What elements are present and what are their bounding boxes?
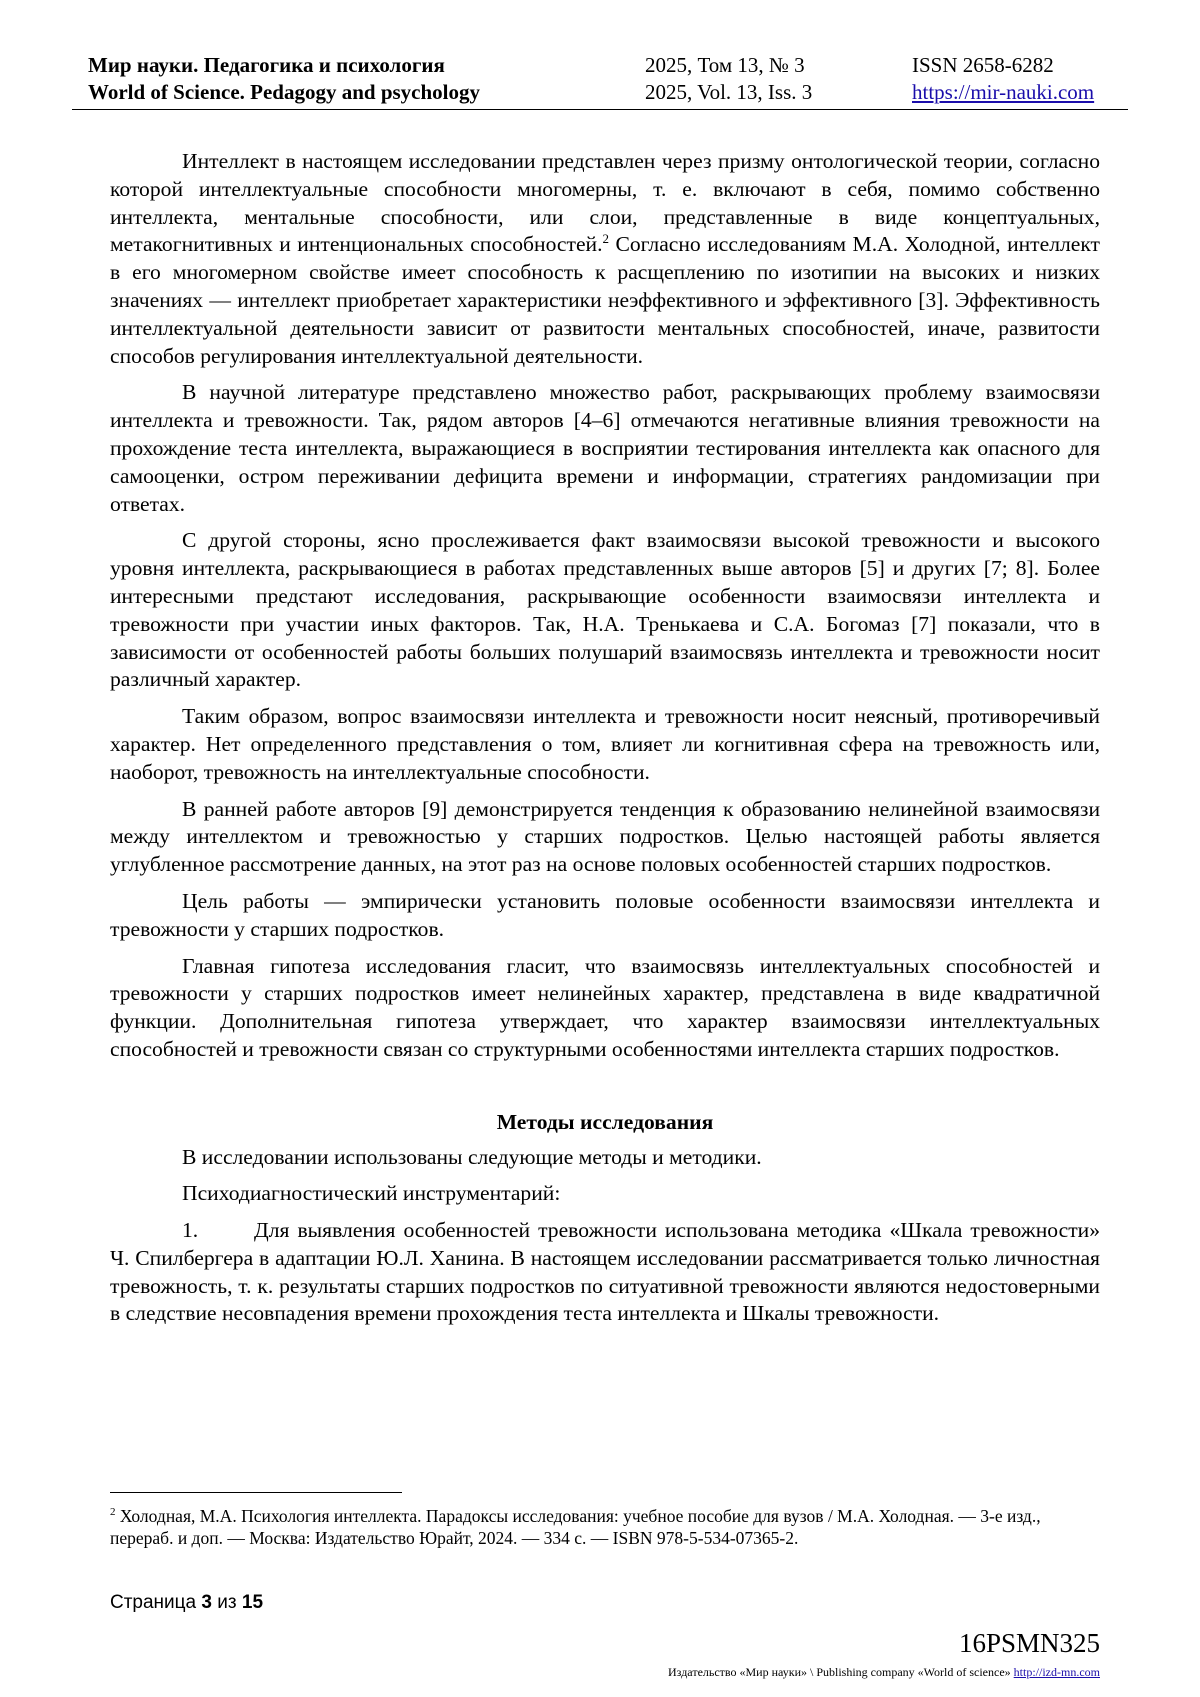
- header-divider: [72, 109, 1128, 110]
- paragraph-2: В научной литературе представлено множество работ, раскрывающих проблему взаимосвязи интеллекта и тревожности. Так, рядом авторов [4–6] отмечаются негативные влияния тревожности на прохождение теста интеллекта, выражающиеся в восприятии тестирования интеллекта как опасного для самооценки, остром переживании дефицита времени и информации, стратегиях рандомизации при ответах.: [110, 380, 1100, 516]
- issn: ISSN 2658-6282: [912, 53, 1054, 77]
- list-text: Для выявления особенностей тревожности использована методика «Шкала тревожности» Ч. Спилбергера в адаптации Ю.Л. Ханина. В настоящем исследовании рассматривается только личностная тревожность, т. к. результаты старших подростков по ситуативной тревожности являются недостоверными в следствие несовпадения времени прохождения теста интеллекта и Шкалы тревожности.: [110, 1218, 1100, 1326]
- footnote-divider: [110, 1492, 402, 1493]
- footnote-ref[interactable]: 2: [602, 231, 609, 247]
- methods-intro: В исследовании использованы следующие методы и методики.: [182, 1144, 762, 1169]
- section-heading-methods: Методы исследования: [496, 1109, 714, 1134]
- paragraph-goal: Цель работы — эмпирически установить половые особенности взаимосвязи интеллекта и тревожности у старших подростков.: [110, 888, 1100, 941]
- journal-website-link[interactable]: https://mir-nauki.com: [912, 80, 1095, 104]
- footnote-mark: 2: [110, 1506, 116, 1519]
- journal-title-block: [88, 52, 480, 106]
- journal-title-ru: Мир науки. Педагогика и психология: [88, 53, 445, 77]
- paragraph-3: С другой стороны, ясно прослеживается факт взаимосвязи высокой тревожности и высокого уровня интеллекта, раскрывающиеся в работах представленных выше авторов [5] и других [7; 8]. Более интересными предстают исследования, раскрывающие особенности взаимосвязи интеллекта и тревожности при участии иных факторов. Так, Н.А. Тренькаева и С.А. Богомаз [7] показали, что в зависимости от особенностей работы больших полушарий взаимосвязь интеллекта и тревожности носит различный характер.: [110, 528, 1100, 692]
- issn-block: [912, 52, 1094, 106]
- list-item: [110, 1217, 1100, 1328]
- paragraph-hypothesis: Главная гипотеза исследования гласит, что взаимосвязь интеллектуальных способностей и тревожности у старших подростков имеет нелинейных характер, представлена в виде квадратичной функции. Дополнительная гипотеза утверждает, что характер взаимосвязи интеллектуальных способностей и тревожности связан со структурными особенностями интеллекта старших подростков.: [110, 953, 1100, 1061]
- total-pages: 15: [241, 1592, 264, 1613]
- journal-title-en: World of Science. Pedagogy and psychology: [88, 80, 481, 104]
- methods-toolkit: Психодиагностический инструментарий:: [182, 1181, 561, 1206]
- current-page: 3: [201, 1592, 212, 1613]
- issue-block: [645, 52, 812, 106]
- paragraph-5: В ранней работе авторов [9] демонстрируется тенденция к образованию нелинейной взаимосвязи между интеллектом и тревожностью у старших подростков. Целью настоящей работы является углубленное рассмотрение данных, на этот раз на основе половых особенностей старших подростков.: [110, 796, 1100, 877]
- list-number: 1.: [182, 1218, 199, 1243]
- footnote-text: Холодная, М.А. Психология интеллекта. Парадоксы исследования: учебное пособие для вузов / М.А. Холодная. — 3-е изд., перераб. и доп. — Москва: Издательство Юрайт, 2024. — 334 с. — ISBN 978-5-534-07365-2.: [110, 1506, 1041, 1548]
- article-body: [110, 148, 1100, 1337]
- issue-ru: 2025, Том 13, № 3: [645, 53, 805, 77]
- article-code: 16PSMN325: [958, 1628, 1100, 1658]
- footnote: [110, 1505, 1100, 1549]
- issue-en: 2025, Vol. 13, Iss. 3: [645, 80, 813, 104]
- publisher-link[interactable]: http://izd-mn.com: [1013, 1665, 1100, 1679]
- page-number: Страница 3 из 15: [110, 1592, 264, 1613]
- paragraph-4: Таким образом, вопрос взаимосвязи интеллекта и тревожности носит неясный, противоречивый характер. Нет определенного представления о том, влияет ли когнитивная сфера на тревожность или, наоборот, тревожность на интеллектуальные способности.: [110, 704, 1100, 784]
- publisher-line: Издательство «Мир науки» \ Publishing company «World of science» http://izd-mn.com: [668, 1665, 1100, 1679]
- paragraph-1: Интеллект в настоящем исследовании представлен через призму онтологической теории, согласно которой интеллектуальные способности многомерны, т. е. включают в себя, помимо собственно интеллекта, ментальные способности, или слои, представленные в виде концептуальных, метакогнитивных и интенциональных способностей.$^2$ Согласно исследованиям М.А. Холодной, интеллект в его многомерном свойстве имеет способность к расщеплению по изотипии на высоких и низких значениях — интеллект приобретает характеристики неэффективного и эффективного [3]. Эффективность интеллектуальной деятельности зависит от развитости ментальных способностей, иначе, развитости способов регулирования интеллектуальной деятельности.: [110, 149, 1100, 368]
